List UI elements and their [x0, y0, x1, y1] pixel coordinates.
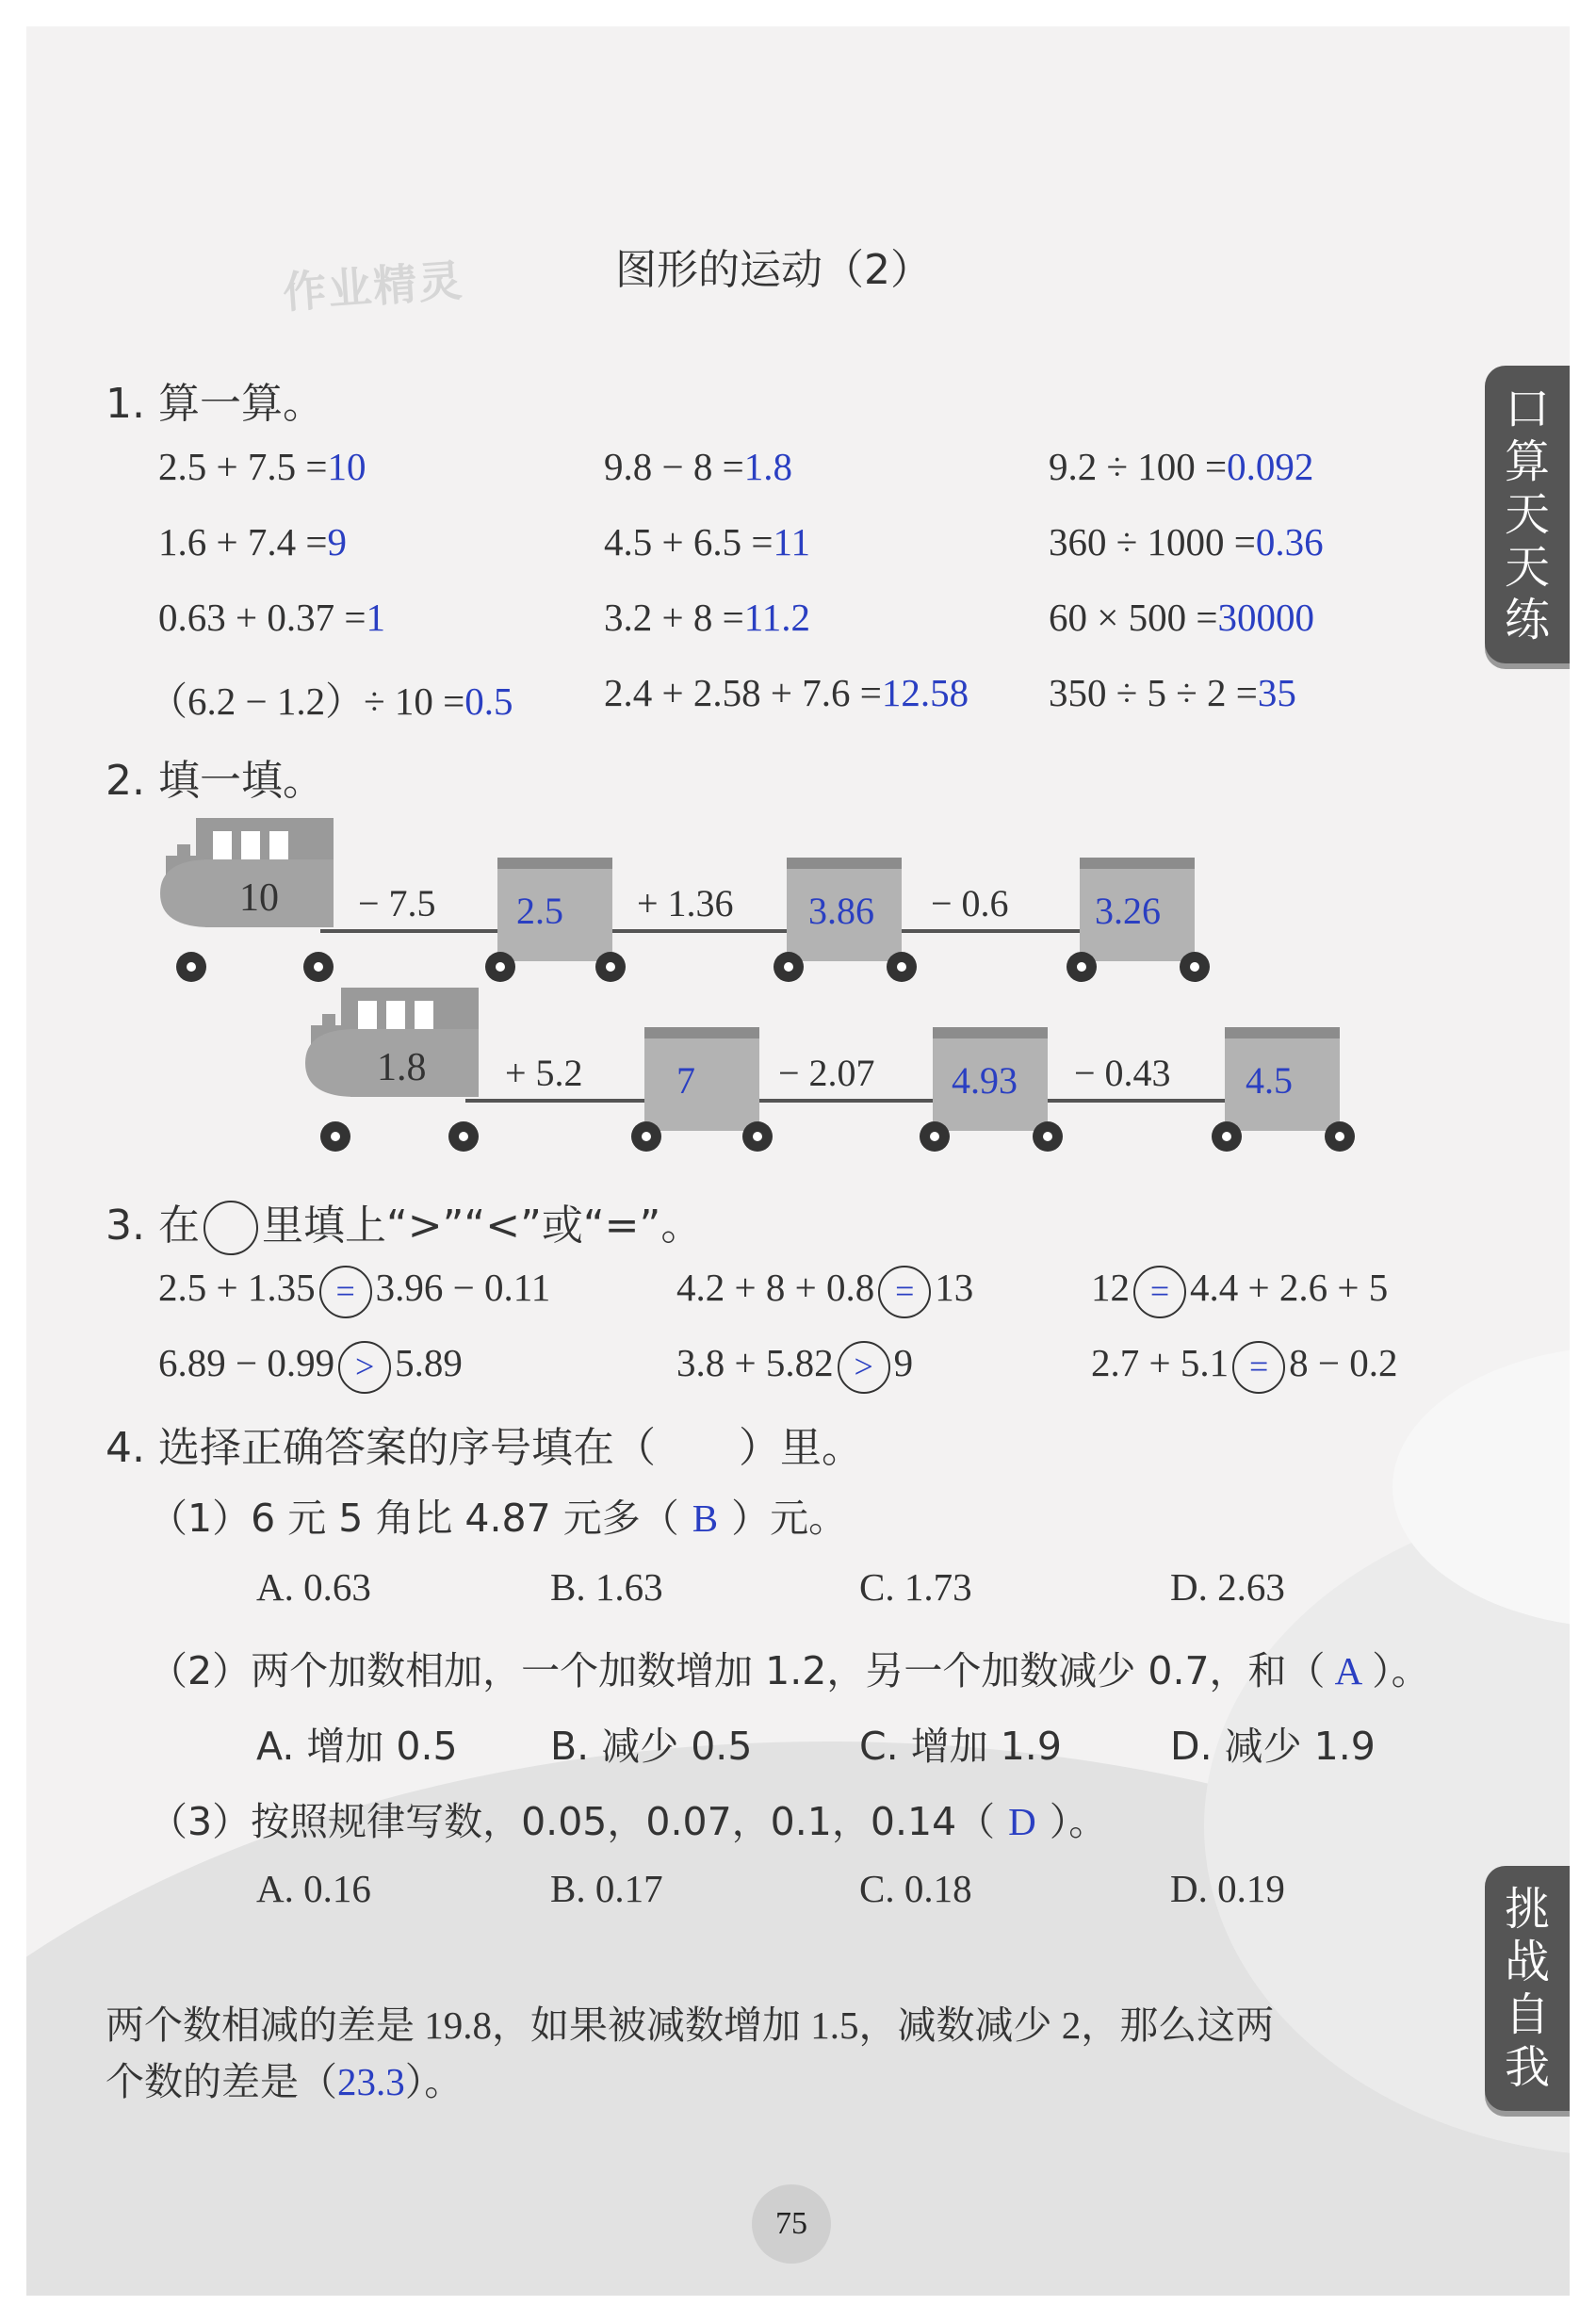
q1-heading: 1. 算一算。 — [106, 380, 324, 428]
q2-heading: 2. 填一填。 — [106, 757, 324, 805]
q3-item: 12 = 4.4 + 2.6 + 5 — [1091, 1265, 1388, 1318]
train-op: − 0.6 — [931, 882, 1009, 924]
train-car — [787, 858, 902, 961]
q1-item: （6.2 − 1.2）÷ 10 =0.5 — [149, 679, 513, 723]
option: D. 减少 1.9 — [1170, 1724, 1376, 1769]
train-1 — [160, 818, 1210, 982]
train-2 — [305, 988, 1355, 1152]
q1-item: 60 × 500 =30000 — [1049, 596, 1314, 639]
answer: 11.2 — [743, 596, 810, 639]
answer: 1 — [366, 596, 385, 639]
q4-heading: 4. 选择正确答案的序号填在（ ）里。 — [106, 1424, 863, 1472]
side-tab-char: 战 — [1504, 1936, 1550, 1988]
answer: 9 — [327, 520, 347, 564]
option: D. 0.19 — [1170, 1867, 1285, 1910]
option: B. 1.63 — [550, 1565, 663, 1609]
q3-heading: 3. 在 里填上“>”“<”或“=”。 — [106, 1191, 702, 1255]
q1-item: 2.4 + 2.58 + 7.6 =12.58 — [604, 671, 969, 714]
answer: A — [1334, 1649, 1363, 1692]
option: C. 增加 1.9 — [859, 1724, 1062, 1769]
side-tab-char: 天 — [1504, 541, 1550, 594]
q1-item: 9.8 − 8 =1.8 — [604, 445, 792, 488]
train-op: − 0.43 — [1074, 1052, 1171, 1094]
car-answer: 4.93 — [952, 1059, 1018, 1102]
answer: 1.8 — [743, 445, 792, 488]
blank-circle — [204, 1201, 258, 1255]
q3-item: 3.8 + 5.82 > 9 — [676, 1340, 913, 1394]
train-engine — [160, 818, 334, 927]
option: A. 增加 0.5 — [256, 1724, 458, 1769]
q4-item-2: （2）两个加数相加，一个加数增加 1.2，另一个加数减少 0.7，和（ A ）。 — [149, 1648, 1430, 1693]
answer: 12.58 — [881, 671, 969, 714]
answer: 0.36 — [1255, 520, 1324, 564]
answer: 30000 — [1217, 596, 1314, 639]
answer: 11 — [773, 520, 810, 564]
option: C. 0.18 — [859, 1867, 972, 1910]
option: A. 0.63 — [256, 1565, 371, 1609]
answer: 0.092 — [1227, 445, 1314, 488]
side-tab-oral-practice[interactable] — [1485, 366, 1570, 663]
train-car — [1080, 858, 1195, 961]
compare-circle[interactable]: = — [878, 1266, 931, 1318]
car-answer: 3.26 — [1095, 890, 1161, 932]
train-car — [933, 1027, 1048, 1131]
answer: 10 — [327, 445, 366, 488]
side-tab-char: 我 — [1504, 2041, 1550, 2094]
q3-item: 4.2 + 8 + 0.8 = 13 — [676, 1265, 973, 1318]
watermark: 作业精灵 — [281, 254, 465, 319]
q4-item-3: （3）按照规律写数，0.05，0.07，0.1，0.14（ D ）。 — [149, 1799, 1108, 1844]
train-engine — [305, 988, 479, 1097]
train-op: + 1.36 — [637, 882, 734, 924]
engine-value: 10 — [239, 876, 279, 920]
train-op: − 7.5 — [358, 882, 436, 924]
option: B. 0.17 — [550, 1867, 663, 1910]
option: C. 1.73 — [859, 1565, 972, 1609]
answer: 0.5 — [464, 679, 513, 723]
car-answer: 3.86 — [808, 890, 874, 932]
challenge-line-2: 个数的差是（23.3）。 — [106, 2060, 464, 2103]
train-car — [497, 858, 612, 961]
car-answer: 2.5 — [516, 890, 563, 932]
side-tab-char: 练 — [1504, 594, 1550, 646]
compare-circle[interactable]: > — [338, 1341, 391, 1394]
q1-item: 350 ÷ 5 ÷ 2 =35 — [1049, 671, 1296, 714]
side-tab-char: 挑 — [1504, 1883, 1550, 1936]
page-title: 图形的运动（2） — [615, 246, 932, 294]
q1-item: 9.2 ÷ 100 =0.092 — [1049, 445, 1314, 488]
compare-circle[interactable]: = — [1232, 1341, 1285, 1394]
challenge-line-1: 两个数相减的差是 19.8，如果被减数增加 1.5，减数减少 2，那么这两 — [106, 2003, 1275, 2047]
q3-item: 2.7 + 5.1 = 8 − 0.2 — [1091, 1340, 1398, 1394]
q1-item: 4.5 + 6.5 =11 — [604, 520, 810, 564]
compare-circle[interactable]: = — [1133, 1266, 1186, 1318]
compare-circle[interactable]: = — [319, 1266, 372, 1318]
workbook-page — [26, 26, 1570, 2296]
train-op: − 2.07 — [778, 1052, 875, 1094]
train-car — [1225, 1027, 1340, 1131]
side-tab-char: 口 — [1504, 383, 1550, 435]
option: A. 0.16 — [256, 1867, 371, 1910]
car-answer: 7 — [676, 1059, 695, 1102]
answer: 23.3 — [337, 2060, 405, 2103]
side-tab-char: 自 — [1504, 1988, 1550, 2041]
train-car — [644, 1027, 759, 1131]
train-wheels — [320, 1121, 1355, 1152]
option: D. 2.63 — [1170, 1565, 1285, 1609]
side-tab-char: 天 — [1504, 488, 1550, 541]
train-wheels — [176, 952, 1210, 982]
side-tab-challenge[interactable] — [1485, 1866, 1570, 2111]
answer: 35 — [1257, 671, 1296, 714]
train-diagram — [26, 799, 1440, 1176]
compare-circle[interactable]: > — [838, 1341, 890, 1394]
q1-item: 360 ÷ 1000 =0.36 — [1049, 520, 1324, 564]
q1-item: 0.63 + 0.37 =1 — [158, 596, 385, 639]
q1-item: 3.2 + 8 =11.2 — [604, 596, 810, 639]
page-number: 75 — [752, 2184, 831, 2264]
q3-item: 2.5 + 1.35 = 3.96 − 0.11 — [158, 1265, 550, 1318]
side-tab-char: 算 — [1504, 435, 1550, 488]
answer: B — [692, 1496, 719, 1540]
option: B. 减少 0.5 — [550, 1724, 753, 1769]
q4-item-1: （1）6 元 5 角比 4.87 元多（ B ）元。 — [149, 1496, 848, 1541]
train-op: + 5.2 — [505, 1052, 583, 1094]
q1-item: 1.6 + 7.4 =9 — [158, 520, 347, 564]
q1-item: 2.5 + 7.5 =10 — [158, 445, 366, 488]
engine-value: 1.8 — [377, 1046, 427, 1089]
answer: D — [1008, 1800, 1036, 1843]
car-answer: 4.5 — [1246, 1059, 1293, 1102]
q3-item: 6.89 − 0.99 > 5.89 — [158, 1340, 463, 1394]
